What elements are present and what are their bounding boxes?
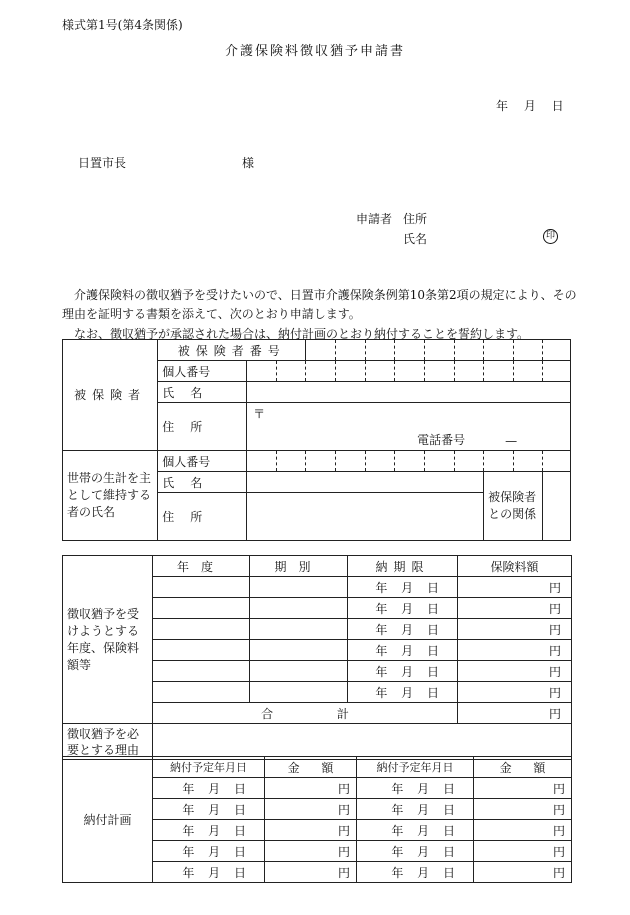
due-date-field[interactable]: 年 月 日: [348, 577, 458, 598]
pay-amount-field[interactable]: 円: [474, 778, 572, 799]
year-field[interactable]: [153, 577, 250, 598]
personal-no-digit[interactable]: [484, 361, 514, 382]
period-field[interactable]: [250, 661, 348, 682]
insured-number-digit[interactable]: [336, 340, 366, 361]
pay-amount-field[interactable]: 円: [474, 841, 572, 862]
pay-date-field[interactable]: 年 月 日: [153, 799, 265, 820]
year-field[interactable]: [153, 619, 250, 640]
deferral-table: [62, 555, 572, 760]
household-no-digit[interactable]: [306, 451, 336, 472]
honorific: 様: [242, 156, 255, 170]
col-pay-date: 納付予定年月日: [357, 757, 474, 778]
pay-date-field[interactable]: 年 月 日: [357, 820, 474, 841]
col-year: 年度: [153, 556, 250, 577]
household-no-digit[interactable]: [395, 451, 425, 472]
household-address-field[interactable]: [247, 493, 484, 541]
amount-field[interactable]: 円: [458, 661, 572, 682]
col-due: 納期限: [348, 556, 458, 577]
payment-plan-table: [62, 756, 572, 883]
pay-amount-field[interactable]: 円: [265, 820, 357, 841]
relation-label: 被保険者との関係: [484, 472, 543, 541]
pay-amount-field[interactable]: 円: [474, 799, 572, 820]
personal-no-digit[interactable]: [276, 361, 306, 382]
pay-amount-field[interactable]: 円: [474, 862, 572, 883]
due-date-field[interactable]: 年 月 日: [348, 682, 458, 703]
period-field[interactable]: [250, 682, 348, 703]
statement-line-3: なお、徴収猶予が承認された場合は、納付計画のとおり納付することを誓約します。: [74, 327, 530, 341]
period-field[interactable]: [250, 577, 348, 598]
household-no-digit[interactable]: [513, 451, 543, 472]
insured-number-digit[interactable]: [543, 340, 571, 361]
personal-no-digit[interactable]: [336, 361, 366, 382]
due-date-field[interactable]: 年 月 日: [348, 619, 458, 640]
pay-date-field[interactable]: 年 月 日: [153, 820, 265, 841]
period-field[interactable]: [250, 640, 348, 661]
due-date-field[interactable]: 年 月 日: [348, 598, 458, 619]
year-field[interactable]: [153, 640, 250, 661]
household-name-field[interactable]: [247, 472, 484, 493]
household-no-digit[interactable]: [454, 451, 484, 472]
household-section-label: 世帯の生計を主として維持する者の氏名: [63, 451, 158, 541]
insured-personal-no-label: 個人番号: [158, 361, 247, 382]
personal-no-digit[interactable]: [454, 361, 484, 382]
amount-field[interactable]: 円: [458, 682, 572, 703]
amount-field[interactable]: 円: [458, 577, 572, 598]
insured-section-label: 被保険者: [63, 340, 158, 451]
reason-field[interactable]: [153, 724, 572, 760]
col-amount: 保険料額: [458, 556, 572, 577]
col-pay-amount: 金 額: [474, 757, 572, 778]
personal-no-digit[interactable]: [424, 361, 454, 382]
mayor-addressee: 日置市長: [78, 156, 127, 170]
statement-line-2: 理由を証明する書類を添えて、次のとおり申請します。: [62, 307, 361, 321]
col-period: 期別: [250, 556, 348, 577]
period-field[interactable]: [250, 598, 348, 619]
household-personal-no-label: 個人番号: [158, 451, 247, 472]
household-address-label: 住所: [158, 493, 247, 541]
phone-label: 電話番号: [417, 433, 466, 447]
seal-mark: 印: [543, 229, 558, 244]
pay-date-field[interactable]: 年 月 日: [153, 841, 265, 862]
date-line: 年 月 日: [496, 99, 564, 113]
household-name-label: 氏名: [158, 472, 247, 493]
col-pay-amount: 金 額: [265, 757, 357, 778]
applicant-label: 申請者: [356, 212, 393, 226]
personal-no-digit[interactable]: [306, 361, 336, 382]
pay-amount-field[interactable]: 円: [265, 778, 357, 799]
applicant-name-label: 氏名: [403, 232, 428, 246]
postal-mark: 〒: [253, 407, 266, 421]
application-table: [62, 339, 571, 541]
due-date-field[interactable]: 年 月 日: [348, 661, 458, 682]
applicant-address-label: 住所: [403, 212, 428, 226]
insured-number-digit[interactable]: [365, 340, 395, 361]
reason-label: 徴収猶予を必要とする理由: [63, 724, 153, 760]
amount-field[interactable]: 円: [458, 640, 572, 661]
statement-line-1: 介護保険料の徴収猶予を受けたいので、日置市介護保険条例第10条第2項の規定により、その: [74, 288, 577, 302]
pay-amount-field[interactable]: 円: [265, 862, 357, 883]
insured-number-label: 被保険者番号: [158, 340, 306, 361]
relation-field[interactable]: [543, 472, 571, 541]
amount-field[interactable]: 円: [458, 598, 572, 619]
insured-number-digit[interactable]: [424, 340, 454, 361]
personal-no-digit[interactable]: [543, 361, 571, 382]
household-no-digit[interactable]: [543, 451, 571, 472]
pay-date-field[interactable]: 年 月 日: [357, 778, 474, 799]
household-no-digit[interactable]: [424, 451, 454, 472]
insured-number-digit[interactable]: [454, 340, 484, 361]
household-no-digit[interactable]: [365, 451, 395, 472]
insured-number-digit[interactable]: [395, 340, 425, 361]
pay-date-field[interactable]: 年 月 日: [357, 841, 474, 862]
document-title: 介護保険料徴収猶予申請書: [224, 44, 405, 59]
pay-date-field[interactable]: 年 月 日: [357, 799, 474, 820]
pay-date-field[interactable]: 年 月 日: [153, 862, 265, 883]
personal-no-digit[interactable]: [513, 361, 543, 382]
form-number-label: 様式第1号(第4条関係): [62, 18, 183, 32]
household-no-digit[interactable]: [276, 451, 306, 472]
insured-number-digit[interactable]: [484, 340, 514, 361]
amount-field[interactable]: 円: [458, 619, 572, 640]
insured-name-label: 氏名: [158, 382, 247, 403]
pay-amount-field[interactable]: 円: [265, 841, 357, 862]
year-field[interactable]: [153, 598, 250, 619]
insured-address-label: 住所: [158, 403, 247, 451]
pay-amount-field[interactable]: 円: [474, 820, 572, 841]
household-no-digit[interactable]: [336, 451, 366, 472]
personal-no-digit[interactable]: [365, 361, 395, 382]
insured-number-digit[interactable]: [306, 340, 336, 361]
period-field[interactable]: [250, 619, 348, 640]
year-field[interactable]: [153, 682, 250, 703]
total-label: 合 計: [153, 703, 458, 724]
deferral-section-label: 徴収猶予を受けようとする年度、保険料額等: [63, 556, 153, 724]
pay-date-field[interactable]: 年 月 日: [153, 778, 265, 799]
year-field[interactable]: [153, 661, 250, 682]
due-date-field[interactable]: 年 月 日: [348, 640, 458, 661]
personal-no-digit[interactable]: [247, 361, 277, 382]
payment-section-label: 納付計画: [63, 757, 153, 883]
household-no-digit[interactable]: [484, 451, 514, 472]
pay-date-field[interactable]: 年 月 日: [357, 862, 474, 883]
insured-name-field[interactable]: [247, 382, 571, 403]
household-no-digit[interactable]: [247, 451, 277, 472]
col-pay-date: 納付予定年月日: [153, 757, 265, 778]
phone-separator: —: [505, 434, 518, 448]
personal-no-digit[interactable]: [395, 361, 425, 382]
pay-amount-field[interactable]: 円: [265, 799, 357, 820]
insured-address-field[interactable]: [247, 403, 571, 451]
insured-number-digit[interactable]: [513, 340, 543, 361]
total-amount-field[interactable]: 円: [458, 703, 572, 724]
